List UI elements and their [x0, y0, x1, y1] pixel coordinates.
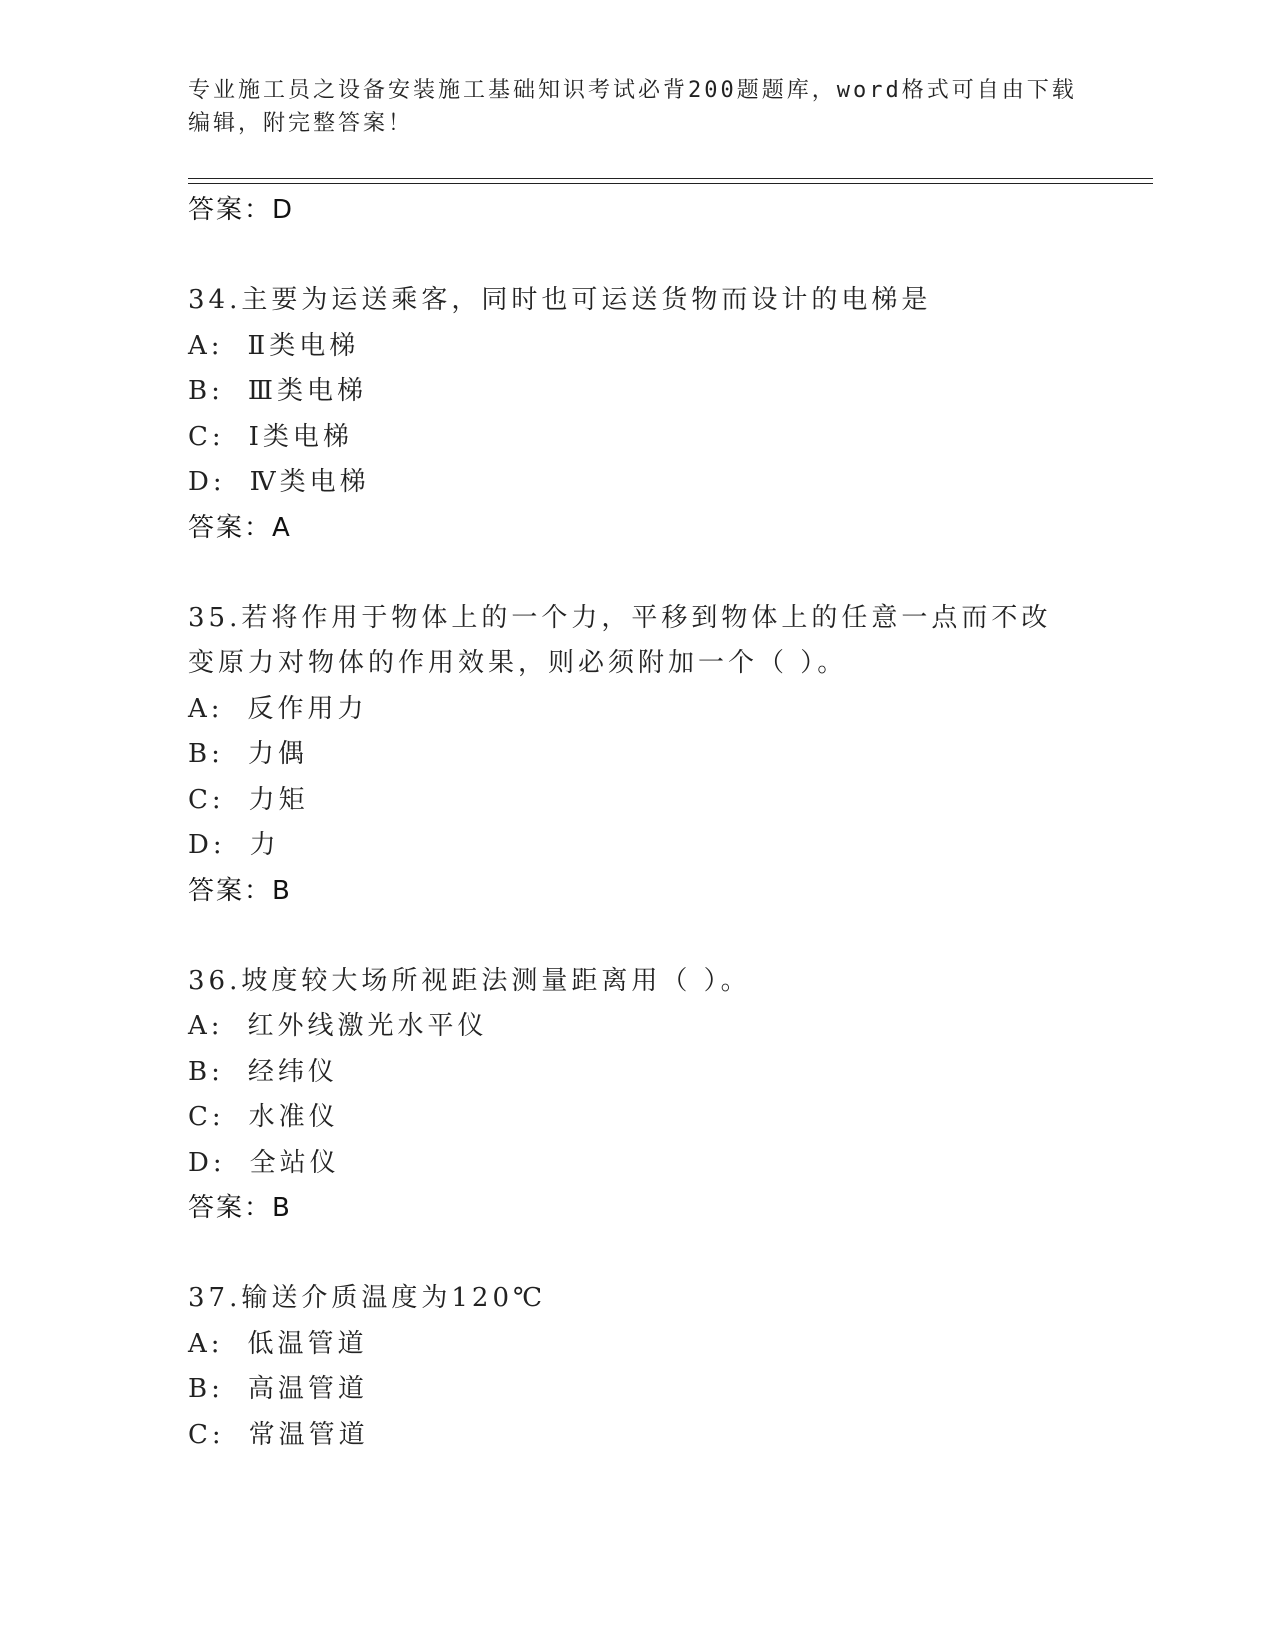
answer-label: 答案：: [188, 512, 273, 543]
answer-value: B: [272, 875, 292, 906]
option-text: 力矩: [248, 784, 309, 815]
answer-value: B: [272, 1193, 292, 1223]
option-item: [188, 1322, 1153, 1368]
option-text: Ⅰ类电梯: [248, 421, 353, 452]
question-stem: [188, 959, 1153, 1005]
question-number: 35.: [188, 602, 242, 633]
question-stem: [188, 1276, 1153, 1322]
option-key: C:: [188, 421, 225, 452]
answer-label: 答案：: [188, 1193, 273, 1223]
option-text: 力: [249, 830, 280, 860]
option-text: 反作用力: [247, 693, 368, 724]
question-text: 坡度较大场所视距法测量距离用（ ）。: [241, 965, 751, 996]
option-text: 经纬仪: [247, 1056, 338, 1087]
option-key: C:: [188, 784, 225, 815]
answer-label: 答案：: [188, 195, 273, 225]
option-text: Ⅱ类电梯: [247, 330, 360, 361]
option-item: [188, 687, 1153, 733]
questions-container: [188, 278, 1153, 1458]
question-number: 36.: [188, 965, 242, 996]
header-divider: [188, 178, 1153, 179]
question-number: 37.: [188, 1283, 242, 1313]
option-key: B:: [188, 739, 224, 769]
question-block: [188, 278, 1153, 551]
option-item: [188, 1050, 1153, 1096]
question-number: 34.: [188, 285, 242, 315]
answer-value: D: [272, 195, 295, 225]
question-block: [188, 596, 1153, 914]
option-item: [188, 732, 1153, 778]
question-list: [188, 188, 1153, 1458]
option-key: D:: [188, 830, 226, 860]
option-item: [188, 369, 1153, 415]
option-text: 全站仪: [249, 1147, 340, 1178]
option-text: 水准仪: [248, 1102, 339, 1132]
option-item: [188, 778, 1153, 824]
option-text: Ⅳ类电梯: [249, 467, 370, 497]
option-item: [188, 823, 1153, 869]
option-item: [188, 1367, 1153, 1413]
option-key: D:: [188, 467, 226, 497]
option-key: A:: [188, 330, 224, 361]
option-item: [188, 1004, 1153, 1050]
option-key: A:: [188, 1328, 224, 1359]
option-key: C:: [188, 1419, 225, 1450]
question-stem: [188, 278, 1153, 324]
option-key: C:: [188, 1102, 225, 1132]
answer-value: A: [272, 512, 292, 543]
option-text: 力偶: [247, 739, 308, 769]
option-item: [188, 1413, 1153, 1459]
answer-label: 答案：: [188, 875, 273, 906]
question-text: 若将作用于物体上的一个力，平移到物体上的任意一点而不改变原力对物体的作用效果，则必须附加一个（ ）。: [188, 602, 1052, 678]
option-key: B:: [188, 1374, 224, 1404]
answer-line: [188, 188, 1153, 233]
option-item: [188, 415, 1153, 461]
question-text: 主要为运送乘客，同时也可运送货物而设计的电梯是: [241, 285, 932, 315]
answer-line: [188, 506, 1153, 551]
option-item: [188, 1095, 1153, 1141]
page-header: 专业施工员之设备安装施工基础知识考试必背200题题库，word格式可自由下载编辑，附完整答案！: [188, 78, 1077, 136]
answer-line: [188, 1186, 1153, 1231]
option-item: [188, 460, 1153, 506]
question-block: [188, 959, 1153, 1232]
question-block: [188, 1276, 1153, 1458]
option-key: B:: [188, 376, 224, 406]
option-item: [188, 324, 1153, 370]
answer-line: [188, 869, 1153, 914]
option-text: 常温管道: [248, 1419, 369, 1450]
header-divider-double: [188, 183, 1153, 184]
option-item: [188, 1141, 1153, 1187]
option-text: 高温管道: [247, 1374, 368, 1404]
question-stem: [188, 596, 1153, 687]
option-text: 低温管道: [247, 1328, 368, 1359]
option-key: B:: [188, 1056, 224, 1087]
option-key: D:: [188, 1147, 226, 1178]
option-key: A:: [188, 693, 224, 724]
option-text: Ⅲ类电梯: [247, 376, 367, 406]
option-text: 红外线激光水平仪: [247, 1011, 488, 1041]
question-text: 输送介质温度为120℃: [241, 1283, 547, 1313]
option-key: A:: [188, 1011, 224, 1041]
